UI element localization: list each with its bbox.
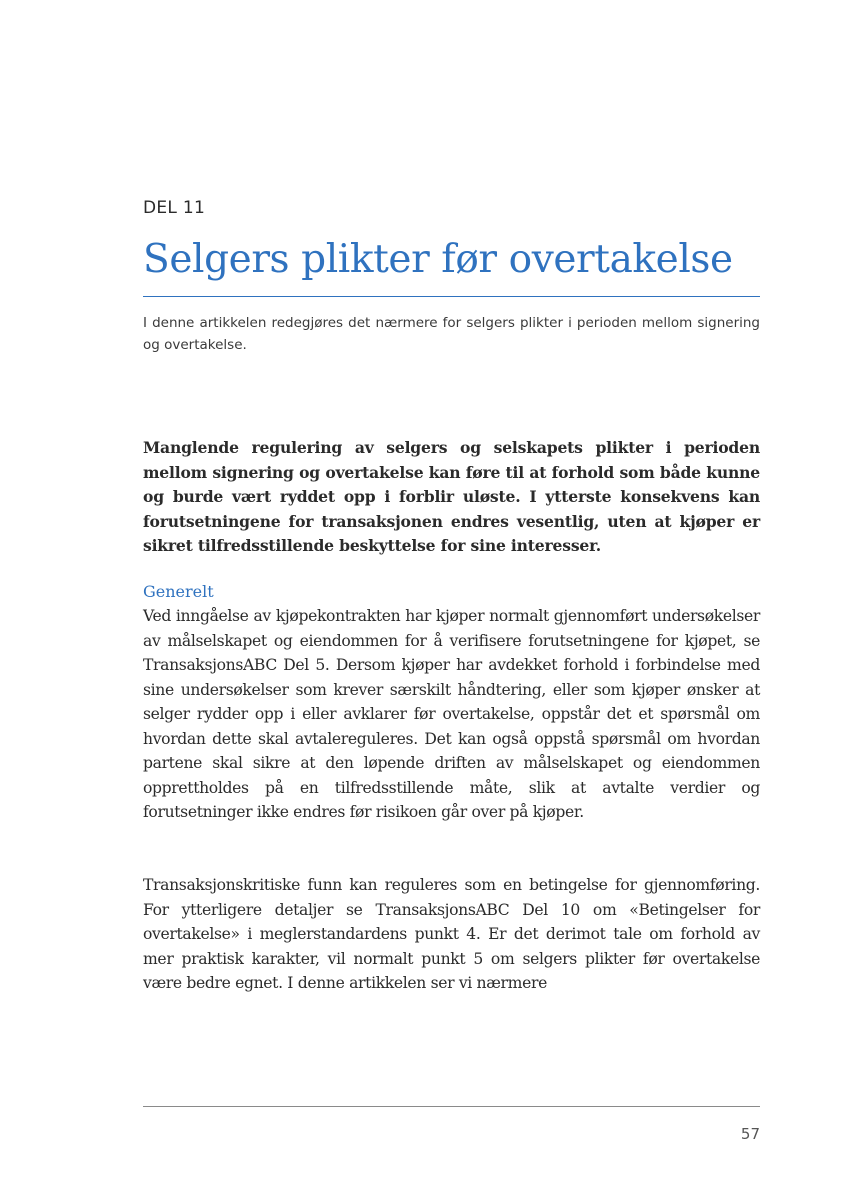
intro-text: I denne artikkelen redegjøres det nærmere for selgers plikter i perioden mellom signering og overtakelse. [143, 315, 760, 353]
page-title: Selgers plikter før overtakelse [143, 237, 733, 282]
page-number: 57 [740, 1125, 760, 1143]
body-paragraph: Transaksjonskritiske funn kan reguleres som en betingelse for gjennomføring. For ytterligere detaljer se TransaksjonsABC Del 10 om «Betingelser for overtakelse» i meglerstandardens punkt 4. Er det derimot tale om forhold av mer praktisk karakter, vil normalt punkt 5 om selgers plikter før overtakelse være bedre egnet. I denne artikkelen ser vi nærmere [143, 876, 760, 992]
footer-divider [143, 1106, 760, 1107]
lead-paragraph: Manglende regulering av selgers og selskapets plikter i perioden mellom signering og overtakelse kan føre til at forhold som både kunne og burde vært ryddet opp i forblir uløste. I ytterste konsekvens kan forutsetningene for transaksjonen endres vesentlig, uten at kjøper er sikret tilfredsstillende beskyttelse for sine interesser. [143, 438, 760, 555]
part-label: DEL 11 [143, 198, 206, 218]
title-divider [143, 296, 760, 297]
body-paragraph: Ved inngåelse av kjøpekontrakten har kjøper normalt gjennomført undersøkelser av målselskapet og eiendommen for å verifisere forutsetningene for kjøpet, se TransaksjonsABC Del 5. Dersom kjøper har avdekket forhold i forbindelse med sine undersøkelser som krever særskilt håndtering, eller som kjøper ønsker at selger rydder opp i eller avklarer før overtakelse, oppstår det et spørsmål om hvordan dette skal avtalereguleres. Det kan også oppstå spørsmål om hvordan partene skal sikre at den løpende driften av målselskapet og eiendommen opprettholdes på en tilfredsstillende måte, slik at avtalte verdier og forutsetninger ikke endres før risikoen går over på kjøper. [143, 607, 760, 821]
section-heading: Generelt [143, 582, 214, 601]
